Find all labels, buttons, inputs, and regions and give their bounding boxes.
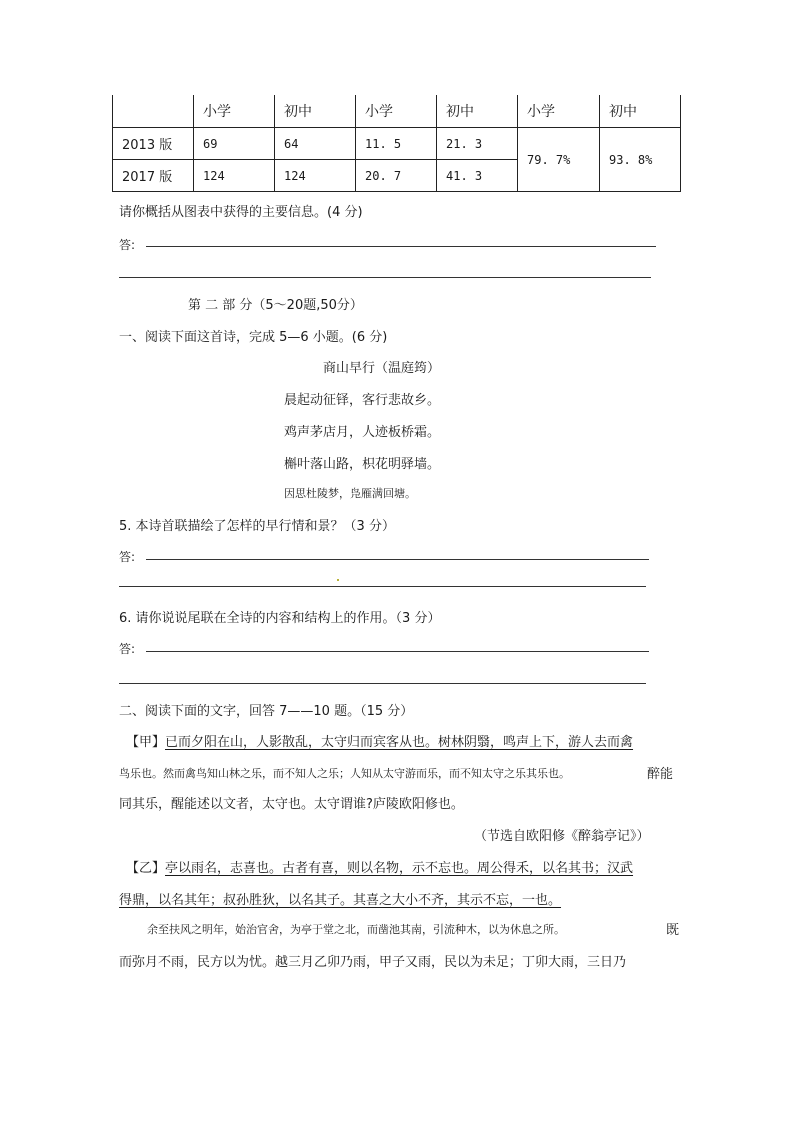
table-cell: 64 <box>275 128 356 160</box>
table-cell: 69 <box>194 128 275 160</box>
passage-yi-line: 余至扶风之明年，始治官舍，为亭于堂之北，而凿池其南，引流种木，以为休息之所。 <box>147 923 565 936</box>
answer-line[interactable] <box>119 586 646 587</box>
section-two-instruction: 二、阅读下面的文字，回答 7——10 题。（15 分） <box>119 704 414 719</box>
passage-yi-text: 得鼎，以名其年；叔孙胜狄，以名其子。其喜之大小不齐，其示不忘，一也。 <box>119 893 562 908</box>
table-header-cell: 初中 <box>600 95 681 128</box>
question-summary: 请你概括从图表中获得的主要信息。(4 分) <box>119 205 363 220</box>
passage-yi-line <box>119 889 561 908</box>
table-header-cell: 小学 <box>356 95 437 128</box>
passage-jia-source: （节选自欧阳修《醉翁亭记》） <box>474 829 650 844</box>
passage-jia-tail: 醉能 <box>647 767 674 782</box>
merged-cell: 93. 8% <box>600 128 681 192</box>
poem-title: 商山早行（温庭筠） <box>323 361 441 376</box>
passage-jia-line: 同其乐，醒能述以文者，太守也。太守谓谁?庐陵欧阳修也。 <box>119 797 464 812</box>
passage-jia-text: 已而夕阳在山，人影散乱，太守归而宾客从也。树林阴翳，鸣声上下，游人去而禽 <box>165 735 634 750</box>
passage-jia-line <box>119 765 570 781</box>
table-header-cell: 初中 <box>437 95 518 128</box>
passage-jia-line <box>126 731 633 750</box>
poem-line: 槲叶落山路，枳花明驿墙。 <box>284 457 441 472</box>
passage-yi-line <box>126 857 633 876</box>
part-two-title: 第 二 部 分（5～20题,50分） <box>188 298 363 313</box>
poem-line: 因思杜陵梦，凫雁满回塘。 <box>284 487 416 500</box>
table-cell: 11. 5 <box>356 128 437 160</box>
passage-jia-mark: 【甲】 <box>126 735 166 750</box>
passage-yi-line: 而弥月不雨，民方以为忧。越三月乙卯乃雨，甲子又雨，民以为未足；丁卯大雨，三日乃 <box>119 955 627 970</box>
question-5: 5. 本诗首联描绘了怎样的早行情和景？（3 分） <box>119 519 395 534</box>
passage-yi-text: 亭以雨名，志喜也。古者有喜，则以名物，示不忘也。周公得禾，以名其书；汉武 <box>165 861 634 876</box>
table-header-cell: 小学 <box>518 95 600 128</box>
table-cell: 41. 3 <box>437 160 518 192</box>
answer-line[interactable] <box>146 559 649 560</box>
stats-table <box>112 95 681 192</box>
poem-line: 鸡声茅店月，人迹板桥霜。 <box>284 425 441 440</box>
question-6: 6. 请你说说尾联在全诗的内容和结构上的作用。（3 分） <box>119 611 441 626</box>
answer-line[interactable] <box>119 683 646 684</box>
table-cell: 124 <box>275 160 356 192</box>
answer-label: 答: <box>119 550 136 564</box>
answer-line[interactable] <box>119 277 651 278</box>
answer-label: 答: <box>119 238 136 252</box>
merged-cell: 79. 7% <box>518 128 600 192</box>
stray-mark <box>337 579 339 581</box>
table-cell: 124 <box>194 160 275 192</box>
poem-line: 晨起动征铎，客行悲故乡。 <box>284 393 441 408</box>
table-header-cell: 初中 <box>275 95 356 128</box>
passage-jia-text: 鸟乐也。然而禽鸟知山林之乐，而不知人之乐；人知从太守游而乐，而不知太守之乐其乐也。 <box>119 767 570 780</box>
table-cell: 20. 7 <box>356 160 437 192</box>
row-label: 2017 版 <box>113 160 194 192</box>
table-header-cell: 小学 <box>194 95 275 128</box>
row-label: 2013 版 <box>113 128 194 160</box>
table-header-row <box>113 95 681 128</box>
answer-label: 答: <box>119 642 136 656</box>
answer-line[interactable] <box>146 651 649 652</box>
table-cell: 21. 3 <box>437 128 518 160</box>
table-header-cell <box>113 95 194 128</box>
section-one-instruction: 一、阅读下面这首诗，完成 5—6 小题。(6 分) <box>119 330 388 345</box>
passage-yi-tail: 既 <box>666 923 680 938</box>
passage-yi-mark: 【乙】 <box>126 861 166 876</box>
answer-line[interactable] <box>146 246 656 247</box>
table-row <box>113 128 681 160</box>
